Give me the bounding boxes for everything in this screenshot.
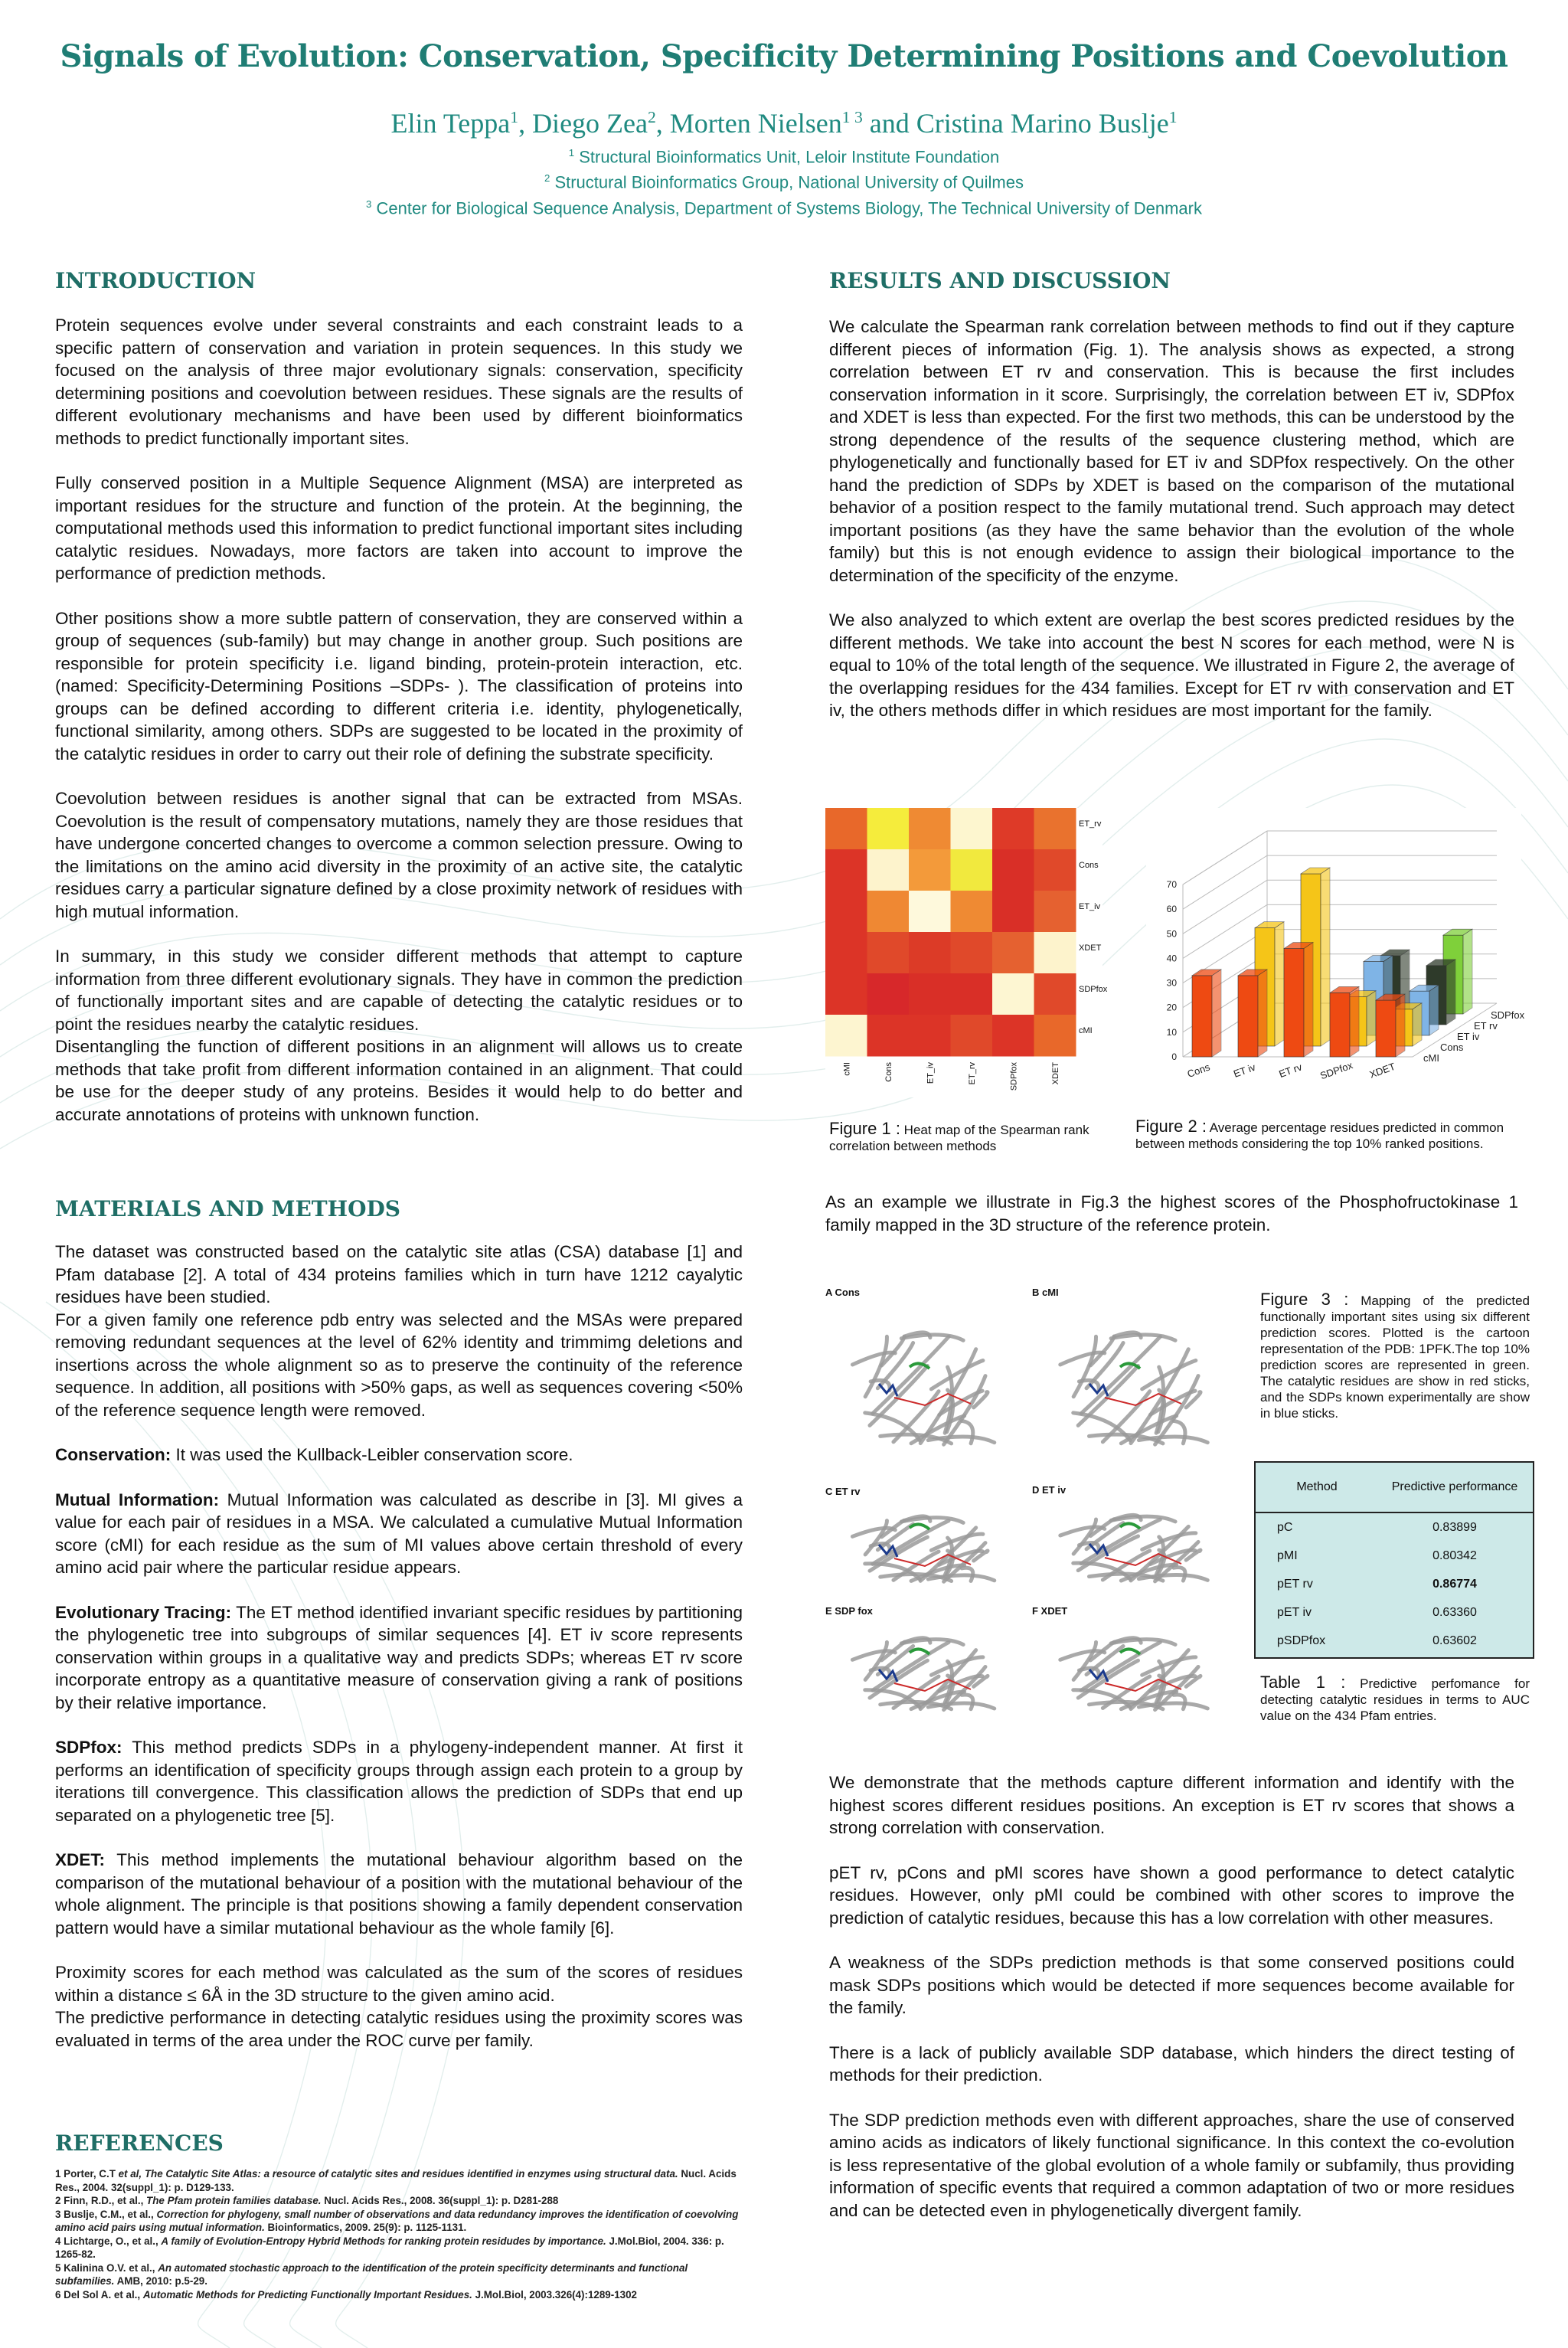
paragraph: A weakness of the SDPs prediction methods is that some conserved positions could mask SDPs positions which would be detected if more sequences become available for the family. (829, 1953, 1514, 2017)
term-bold: SDPfox: (55, 1738, 122, 1757)
heatmap-cell (909, 891, 951, 933)
paragraph: The predictive performance in detecting catalytic residues using the proximity scores was evaluated in terms of the area under the ROC curve per family. (55, 2008, 743, 2050)
ref-source: Bioinformatics, 2009. 25(9): p. 1125-1131. (264, 2222, 467, 2233)
bar (1330, 993, 1350, 1057)
series-label: cMI (1423, 1052, 1439, 1064)
heatmap-row-label: ET_rv (1079, 819, 1102, 829)
method-cell: pET iv (1277, 1605, 1312, 1619)
affiliation-text: Structural Bioinformatics Group, National University of Quilmes (550, 172, 1024, 192)
term-text: This method implements the mutational behaviour algorithm based on the comparison of the mutational behaviour of a position with the mutational behaviour of the whole alignment. The principle is that positions showing a family dependent conservation pattern would have a similar mutational behaviour as the whole family [6]. (55, 1850, 743, 1938)
paragraph (55, 1489, 743, 1579)
heatmap-row-label: XDET (1079, 943, 1102, 953)
bar-side (1275, 922, 1284, 1046)
table-row (1256, 1542, 1533, 1570)
heatmap-col-label: XDET (1050, 1062, 1060, 1085)
author-name: Cristina Marino Buslje (916, 108, 1169, 139)
heatmap-cell (992, 808, 1034, 850)
affiliation-num: 2 (544, 172, 550, 185)
introduction-body (55, 314, 743, 1148)
gridline (1183, 831, 1267, 885)
paragraph (55, 1601, 743, 1715)
paragraph (55, 1736, 743, 1826)
term-text: The ET method identified invariant specific residues by partitioning the phylogenetic tree into subgroups of similar sequences [4]. ET iv score represents conservation within groups in a qualitative way and predicts SDPs; whereas ET rv score incorporate entropy as a quantitative measure of conservation giving a rank of positions by their relative importance. (55, 1602, 743, 1712)
bar-side (1429, 985, 1439, 1035)
ref-authors: 5 Kalinina O.V. et al., (55, 2261, 158, 2274)
series-label: Cons (1440, 1042, 1464, 1053)
affiliation-line (0, 142, 1568, 168)
ref-source: J.Mol.Biol, 2003.326(4):1289-1302 (472, 2288, 637, 2301)
panel-label: E SDP fox (825, 1605, 873, 1617)
column-header: Method (1296, 1480, 1338, 1493)
heatmap-cell (951, 1015, 993, 1057)
ribbon (962, 1421, 973, 1443)
affiliation-text: Center for Biological Sequence Analysis, Department of Systems Biology, The Technical University of Denmark (371, 198, 1202, 217)
heatmap-cell (825, 891, 867, 933)
predicted-site-highlight (1120, 1523, 1140, 1529)
y-tick-label: 10 (1166, 1026, 1177, 1038)
bar-side (1350, 986, 1359, 1057)
heatmap-cell (867, 849, 910, 891)
panel-label: F XDET (1032, 1605, 1068, 1617)
table-header (1256, 1463, 1533, 1513)
author-affil-num: 1 (510, 108, 519, 126)
bar (1376, 1000, 1396, 1057)
y-tick-label: 30 (1166, 977, 1177, 989)
ref-source: Nucl. Acids Res., 2008. 36(suppl_1): p. D281-288 (321, 2195, 559, 2206)
heatmap-col-label: cMI (842, 1062, 852, 1076)
heatmap-cell (909, 973, 951, 1015)
panel-label: D ET iv (1032, 1484, 1067, 1496)
ref-source: Nucl. Acids Res., 2004. 32(suppl_1): p. D129-133. (55, 2168, 737, 2193)
affiliation-line (0, 168, 1568, 193)
ribbon (928, 1437, 994, 1443)
bar-side (1258, 970, 1267, 1057)
poster-title: Signals of Evolution: Conservation, Specificity Determining Positions and Coevolution (60, 38, 1508, 74)
protein-structure-panel (852, 1638, 994, 1710)
series-label: ET iv (1457, 1031, 1480, 1042)
reference-item (55, 2167, 743, 2194)
performance-table (1254, 1461, 1534, 1659)
materials-heading: MATERIALS AND METHODS (55, 1196, 400, 1221)
heatmap-cell (992, 973, 1034, 1015)
paragraph: The dataset was constructed based on the catalytic site atlas (CSA) database [1] and Pfam database [2]. A total of 434 proteins families which in turn have 1212 cayalytic residues have been studied. (55, 1242, 743, 1306)
ribbon (901, 1640, 963, 1645)
heatmap-col-label: ET_rv (967, 1062, 977, 1085)
affiliation-num: 3 (366, 198, 372, 210)
heatmap-cell (909, 932, 951, 974)
heatmap-cell (825, 932, 867, 974)
ref-title: The Pfam protein families database. (146, 2195, 322, 2206)
author-separator: and (862, 108, 916, 139)
caption-label: Figure 3 : (1260, 1290, 1349, 1309)
author-affil-num: 1 (1168, 108, 1178, 126)
heatmap-cell (909, 808, 951, 850)
heatmap-cell (951, 973, 993, 1015)
x-tick-label: SDPfox (1318, 1059, 1354, 1082)
paragraph (55, 1849, 743, 1939)
affiliation-num: 1 (568, 147, 575, 159)
heatmap-cell (992, 849, 1034, 891)
figure3-structure-grid (825, 1287, 1239, 1731)
bar-side (1212, 970, 1221, 1057)
bar-side (1367, 991, 1376, 1046)
heatmap-cell (951, 932, 993, 974)
ref-authors: 3 Buslje, C.M., et al., (55, 2208, 157, 2220)
bar-side (1413, 1003, 1422, 1046)
panel-label: B cMI (1032, 1287, 1059, 1298)
table1-caption (1260, 1674, 1530, 1724)
caption-text: Mapping of the predicted functionally important sites using six different prediction scores. Plotted is the cartoon representation of the PDB: 1PFK.The top 10% prediction scores are represented in green. The catalytic residues are show in red sticks, and the SDPs known experimentally are show in blue sticks. (1260, 1293, 1530, 1421)
results-fig3-intro (825, 1191, 1518, 1258)
ribbon (901, 1335, 963, 1340)
ref-authors: 1 Porter, C.T (55, 2168, 119, 2180)
paragraph: pET rv, pCons and pMI scores have shown a good performance to detect catalytic residues. However, only pMI could be combined with other scores to improve the prediction of catalytic residues, because this has a low correlation with other measures. (829, 1862, 1514, 1928)
series-label: SDPfox (1491, 1009, 1525, 1021)
table-row (1256, 1513, 1533, 1542)
results-body-bottom (829, 1771, 1514, 2244)
caption-text: Predictive perfomance for detecting catalytic residues in terms to AUC value on the 434 Pfam entries. (1260, 1676, 1530, 1723)
ribbon (928, 1575, 994, 1581)
figure1-caption (829, 1120, 1112, 1154)
heatmap-row-label: Cons (1079, 861, 1099, 870)
reference-item (55, 2261, 743, 2288)
ref-title: Automatic Methods for Predicting Functionally Important Residues. (142, 2288, 472, 2301)
value-cell: 0.80342 (1432, 1548, 1477, 1562)
method-cell: pET rv (1277, 1577, 1313, 1591)
x-tick-label: ET rv (1277, 1061, 1304, 1081)
ribbon (901, 1518, 963, 1523)
paragraph: Fully conserved position in a Multiple Sequence Alignment (MSA) are interpreted as important residues for the structure and function of the protein. At the beginning, the computational methods used this information to predict functional important sites including catalytic residues. Nowadays, more factors are taken into account to improve the performance of prediction methods. (55, 473, 743, 583)
figure2-bar-chart (1146, 808, 1525, 1097)
y-tick-label: 20 (1166, 1002, 1177, 1013)
heatmap-cell (1034, 891, 1076, 933)
table-row (1256, 1627, 1533, 1655)
predicted-site-highlight (1120, 1649, 1140, 1654)
panel-label: C ET rv (825, 1486, 861, 1497)
heatmap-cell (1034, 1015, 1076, 1057)
paragraph: Disentangling the function of different positions in an alignment will allows us to create methods that take profit from different information contained in an alignment. That could be use for the deeper study of any proteins. Besides it would help to do better and accurate annotations of proteins with unknown function. (55, 1037, 743, 1124)
bar-side (1396, 994, 1405, 1057)
heatmap-cell (1034, 808, 1076, 850)
paragraph: We calculate the Spearman rank correlation between methods to find out if they capture different pieces of information (Fig. 1). The analysis shows as expected, a strong correlation between ET rv and conservation. This is because the first includes conservation information in it score. Surprisingly, the correlation between ET iv, SDPfox and XDET is less than expected. For the first two methods, this can be understood by the strong dependence of the results of the sequence clustering method, which are phylogenetically and functionally based for ET iv and SDPfox respectively. On the other hand the prediction of SDPs by XDET is based on the comparison of the mutational behavior of a position respect to the family mutational trend. Such approach may detect important positions (as they have the same behavior than the evolution of the whole family) but this is not enough evidence to assign their biological importance to the determination of the specificity of the enzyme. (829, 317, 1514, 585)
series-label: ET rv (1474, 1020, 1498, 1032)
reference-item (55, 2288, 743, 2302)
paragraph: For a given family one reference pdb entry was selected and the MSAs were prepared removing redundant sequences at the level of 62% identity and trimmimg deletions and insertions across the whole alignment so as to preserve the continuity of the reference sequence. In addition, all positions with >50% gaps, as well as sequences covering <50% of the reference sequence length were removed. (55, 1310, 743, 1420)
ref-authors: 2 Finn, R.D., et al., (55, 2195, 147, 2206)
heatmap-cell (825, 1015, 867, 1057)
y-tick-label: 50 (1166, 928, 1177, 940)
paragraph: In summary, in this study we consider different methods that attempt to capture information from three different evolutionary signals. They have in common the prediction of functionally important sites and are capable of detecting the catalytic residues or to point the residues nearby the catalytic residues. (55, 947, 743, 1034)
affiliation-text: Structural Bioinformatics Unit, Leloir Institute Foundation (574, 147, 1000, 167)
caption-text: Average percentage residues predicted in common between methods considering the top 10% ranked positions. (1135, 1120, 1504, 1151)
y-tick-label: 60 (1166, 904, 1177, 915)
author-affil-num: 2 (648, 108, 656, 126)
author-name: Diego Zea (532, 108, 648, 139)
term-text: This method predicts SDPs in a phylogeny-independent manner. At first it performs an identification of specificity groups through assign each protein to a group by iterations till convergence. This classification allows the prediction of SDPs that end up separated on a phylogenetic tree [5]. (55, 1738, 743, 1825)
heatmap-col-label: Cons (884, 1062, 893, 1082)
ref-source: AMB, 2010: p.5-29. (114, 2275, 207, 2287)
heatmap-cell (867, 808, 910, 850)
reference-item (55, 2194, 743, 2208)
panel-label: A Cons (825, 1287, 861, 1298)
author-separator: , (518, 108, 533, 139)
figure3-panels (825, 1287, 1239, 1731)
bar-side (1446, 960, 1455, 1025)
author-affil-num: 1 3 (841, 108, 863, 126)
heatmap-cell (825, 973, 867, 1015)
predicted-site-highlight (910, 1649, 929, 1654)
heatmap-row-label: SDPfox (1079, 985, 1108, 994)
heatmap-cell (1034, 932, 1076, 974)
author-separator: , (655, 108, 670, 139)
value-cell: 0.63360 (1432, 1605, 1477, 1619)
caption-label: Figure 2 : (1135, 1117, 1207, 1136)
author-name: Elin Teppa (390, 108, 511, 139)
heatmap-cell (867, 973, 910, 1015)
reference-item (55, 2235, 743, 2261)
paragraph: Protein sequences evolve under several constraints and each constraint leads to a specific pattern of conservation and variation in protein sequences. In this study we focused on the analysis of three major evolutionary signals: conservation, specificity determining positions and coevolution between residues. These signals are the results of different evolutionary mechanisms and have been used by different bioinformatics methods to predict functionally important sites. (55, 316, 743, 448)
author-list (0, 107, 1568, 139)
heatmap-cell (825, 808, 867, 850)
bar-side (1304, 943, 1313, 1057)
ref-source: J.Mol.Biol, 2004. 336: p. 1265-82. (55, 2235, 724, 2260)
heatmap-cell (909, 849, 951, 891)
ref-title: et al, The Catalytic Site Atlas: a resource of catalytic sites and residues identified in enzymes using structural data. (118, 2168, 678, 2180)
affiliation-line (0, 194, 1568, 219)
value-cell: 0.63602 (1432, 1633, 1477, 1647)
heatmap-cell (992, 891, 1034, 933)
heatmap-cell (867, 891, 910, 933)
ribbon (1138, 1575, 1207, 1580)
heatmap-row-label: cMI (1079, 1026, 1093, 1035)
x-tick-label: ET iv (1232, 1061, 1257, 1080)
term-bold: Mutual Information: (55, 1490, 220, 1509)
paragraph: Proximity scores for each method was calculated as the sum of the scores of residues within a distance ≤ 6Å in the 3D structure to the given amino acid. (55, 1963, 743, 2005)
bar (1284, 949, 1304, 1057)
results-heading: RESULTS AND DISCUSSION (829, 268, 1171, 293)
x-tick-label: Cons (1185, 1061, 1212, 1081)
term-bold: Evolutionary Tracing: (55, 1602, 232, 1622)
affiliations (0, 142, 1568, 219)
predicted-site-highlight (910, 1524, 929, 1529)
ref-title: An automated stochastic approach to the identification of the protein specificity determinants and functional subfamilies. (55, 2261, 688, 2287)
figure1-heatmap (825, 808, 1108, 1097)
heatmap-cell (951, 891, 993, 933)
bar (1192, 976, 1212, 1057)
materials-body (55, 1241, 743, 2074)
gridline (1183, 855, 1267, 909)
paragraph: We demonstrate that the methods capture different information and identify with the highest scores different residues positions. An exception is ET rv scores that shows a strong correlation with conservation. (829, 1773, 1514, 1837)
caption-label: Table 1 : (1260, 1673, 1346, 1692)
heatmap-cell (1034, 973, 1076, 1015)
caption-text: Heat map of the Spearman rank correlation between methods (829, 1123, 1089, 1153)
paragraph: There is a lack of publicly available SDP database, which hinders the direct testing of methods for their prediction. (829, 2042, 1514, 2085)
bar-side (1321, 868, 1330, 1046)
table-row (1256, 1598, 1533, 1627)
value-cell: 0.86774 (1432, 1577, 1477, 1591)
reference-item (55, 2208, 743, 2235)
bar-side (1463, 929, 1472, 1014)
protein-structure-panel (1060, 1638, 1207, 1710)
method-cell: pSDPfox (1277, 1633, 1326, 1647)
paragraph: Other positions show a more subtle pattern of conservation, they are conserved within a group of sequences (sub-family) but may change in another group. Such positions are responsible for protein specificity i.e. ligand binding, protein-protein interaction, etc. (named: Specificity-Determining Positions –SDPs- ). The classification of proteins into groups can be defined according to different criteria i.e. identity, phylogenetically, functional similarity, among others. SDPs are suggested to be located in the proximity of the catalytic residues in order to carry out their role of defining the substrate specificity. (55, 608, 743, 764)
heatmap-col-label: ET_iv (926, 1062, 936, 1084)
author-name: Morten Nielsen (669, 108, 842, 139)
term-bold: XDET: (55, 1850, 106, 1869)
ref-authors: 4 Lichtarge, O., et al., (55, 2235, 162, 2247)
protein-structure-panel (1060, 1515, 1207, 1581)
protein-structure-panel (852, 1333, 994, 1444)
introduction-heading: INTRODUCTION (55, 268, 256, 293)
term-text: Mutual Information was calculated as describe in [3]. MI gives a value for each pair of residues in a MSA. We calculated a cumulative Mutual Information score (cMI) for each residue as the sum of MI values above certain threshold of every amino acid pair where the particular residue appears. (55, 1490, 743, 1577)
bar (1238, 976, 1258, 1057)
gridline (1183, 904, 1267, 958)
ref-title: Correction for phylogeny, small number of observations and data redundancy improves the identification of coevolving amino acid pairs using mutual information. (55, 2208, 739, 2233)
ribbon (1111, 1516, 1175, 1522)
heatmap-cell (951, 849, 993, 891)
heatmap-cell (1034, 849, 1076, 891)
paragraph: We also analyzed to which extent are overlap the best scores predicted residues by the different methods. We take into account the best N scores for each method, were N is equal to 10% of the total length of the sequence. We illustrated in Figure 2, the average of the overlapping residues for the 434 families. Except for ET rv with conservation and ET iv, the others methods differ in which residues are most important for the family. (829, 610, 1514, 720)
ribbon (1111, 1335, 1175, 1340)
ref-authors: 6 Del Sol A. et al., (55, 2288, 143, 2301)
heatmap-cell (867, 932, 910, 974)
method-cell: pMI (1277, 1548, 1298, 1562)
heatmap-row-label: ET_iv (1079, 902, 1101, 911)
heatmap-cell (992, 932, 1034, 974)
term-bold: Conservation: (55, 1445, 172, 1464)
protein-structure-panel (1060, 1333, 1207, 1444)
protein-structure-panel (852, 1516, 994, 1581)
value-cell: 0.83899 (1432, 1520, 1477, 1534)
heatmap-cell (951, 808, 993, 850)
heatmap-col-label: SDPfox (1009, 1062, 1019, 1091)
ribbon (928, 1703, 994, 1709)
figure2-caption (1135, 1118, 1522, 1152)
paragraph: The SDP prediction methods even with different approaches, share the use of conserved amino acids as indicators of likely functional significance. In this context the co-evolution is less representative of the global evolution of a whole family or subfamily, thus providing information of specific events that required a common adaptation of two or more residues and can be detected even in phylogenetically divergent family. (829, 2110, 1514, 2220)
reference-list (55, 2167, 743, 2301)
heatmap-cell (825, 849, 867, 891)
figure3-caption (1260, 1291, 1530, 1421)
column-header: Predictive performance (1391, 1480, 1518, 1493)
y-tick-label: 40 (1166, 953, 1177, 964)
ribbon (1174, 1421, 1185, 1443)
heatmap-cell (909, 1015, 951, 1057)
ribbon (1111, 1640, 1175, 1645)
heatmap-cell (867, 1015, 910, 1057)
method-cell: pC (1277, 1520, 1293, 1534)
term-text: It was used the Kullback-Leibler conservation score. (171, 1445, 573, 1464)
references-heading: REFERENCES (55, 2131, 224, 2156)
y-tick-label: 0 (1171, 1051, 1177, 1062)
gridline (1183, 880, 1267, 934)
table-row (1256, 1570, 1533, 1598)
paragraph: As an example we illustrate in Fig.3 the highest scores of the Phosphofructokinase 1 family mapped in the 3D structure of the reference protein. (825, 1192, 1518, 1234)
y-tick-label: 70 (1166, 879, 1177, 890)
results-body-top (829, 316, 1514, 744)
heatmap-cell (992, 1015, 1034, 1057)
ribbon (1138, 1437, 1207, 1443)
caption-label: Figure 1 : (829, 1119, 900, 1138)
paragraph: Coevolution between residues is another signal that can be extracted from MSAs. Coevolution is the result of compensatory mutations, namely they are those residues that have undergone concerted changes to overcome a common selection pressure. Owing to the limitations on the amino acid diversity in the proximity of an active site, the catalytic residues carry a particular signature defined by a close proximity network of residues with high mutual information. (55, 789, 743, 921)
paragraph (55, 1444, 743, 1467)
ref-title: A family of Evolution-Entropy Hybrid Methods for ranking protein residudes by importance. (161, 2235, 606, 2247)
x-tick-label: XDET (1367, 1060, 1397, 1081)
ribbon (1138, 1703, 1207, 1709)
